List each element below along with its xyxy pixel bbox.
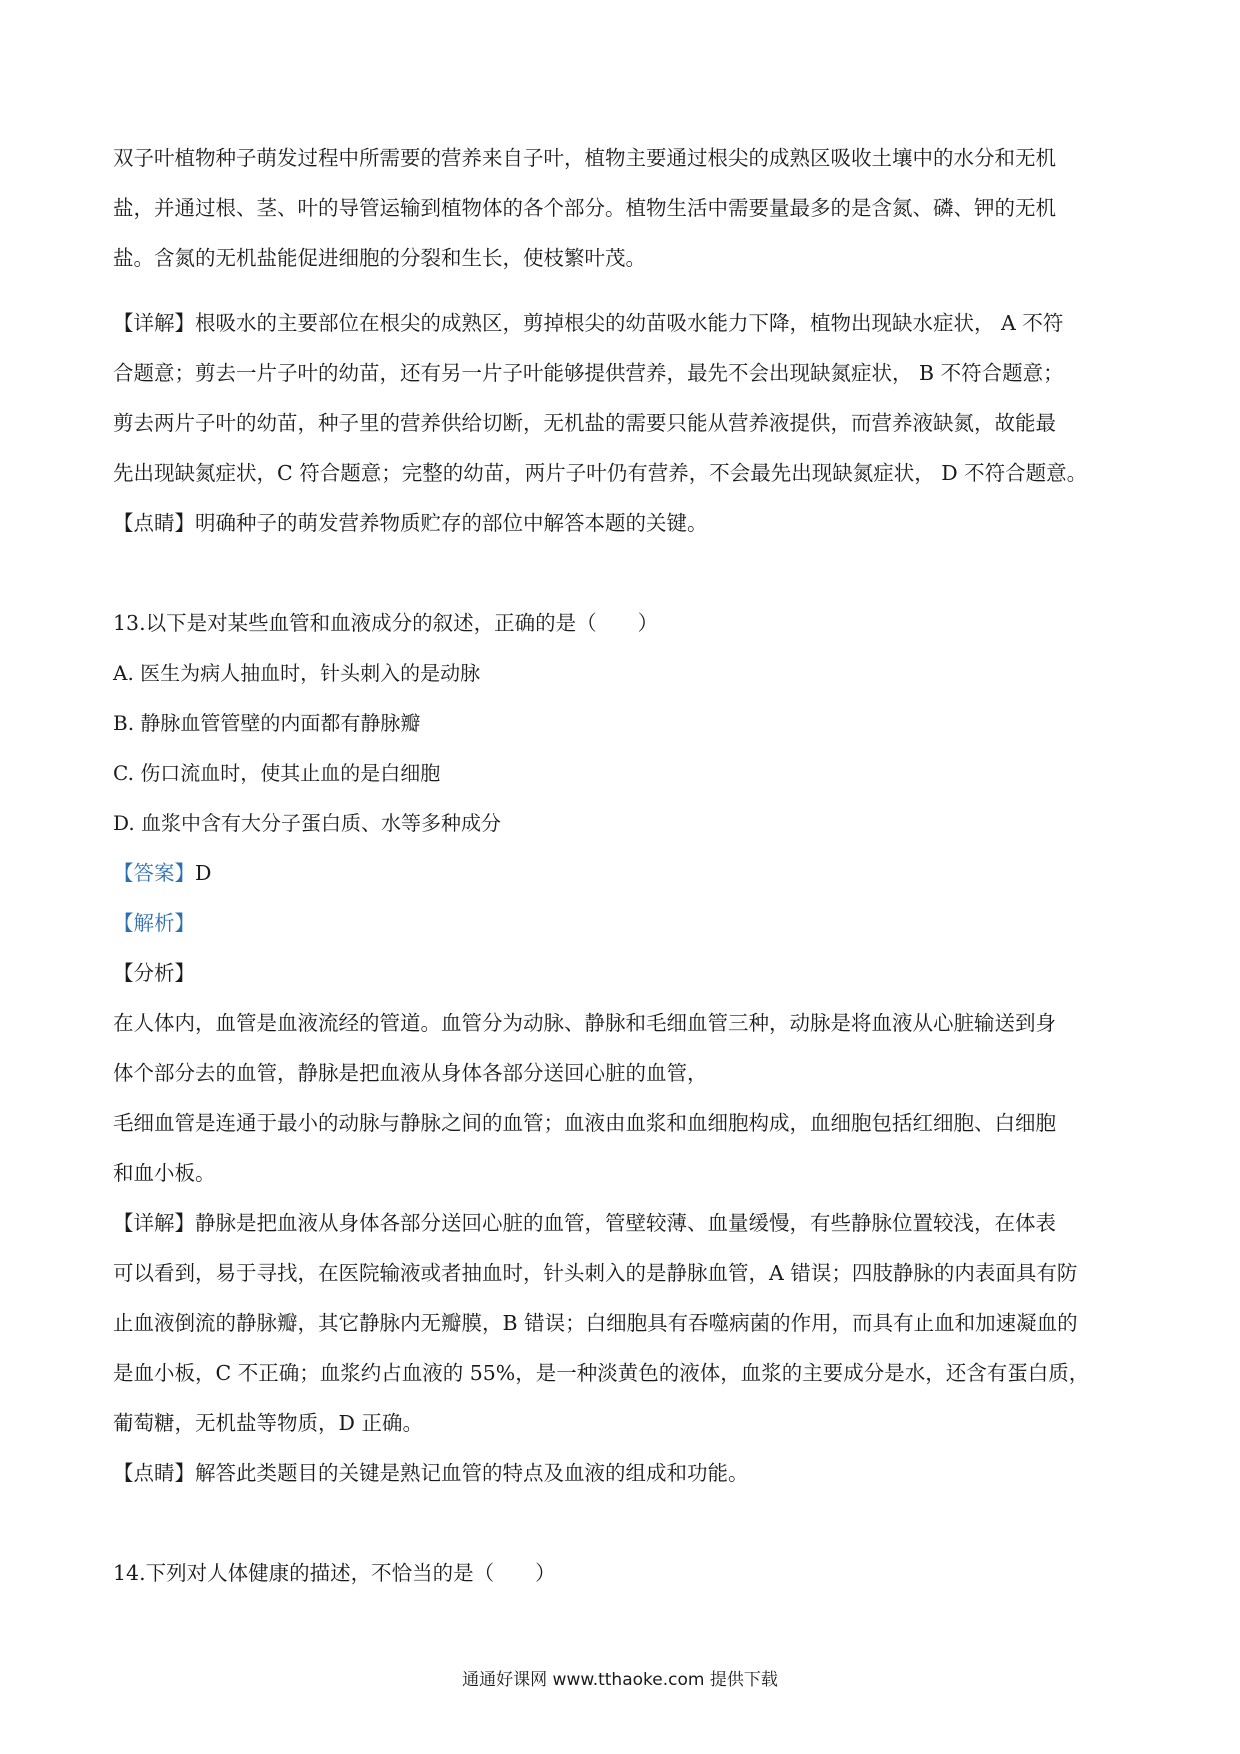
text-line: 体个部分去的血管，静脉是把血液从身体各部分送回心脏的血管，: [113, 1061, 708, 1085]
text-line: 【详解】静脉是把血液从身体各部分送回心脏的血管，管壁较薄、血量缓慢，有些静脉位置较浅，在体表: [113, 1211, 1056, 1235]
text-line: 剪去两片子叶的幼苗，种子里的营养供给切断，无机盐的需要只能从营养液提供，而营养液缺氮，故能最: [113, 411, 1056, 435]
intro-analysis: [113, 133, 1143, 283]
text-line: 先出现缺氮症状，C 符合题意；完整的幼苗，两片子叶仍有营养，不会最先出现缺氮症状， D 不符合题意。: [113, 461, 1088, 485]
answer-value: D: [195, 861, 212, 885]
q12-detail: [113, 298, 1143, 548]
q13-comment: 【点睛】解答此类题目的关键是熟记血管的特点及血液的组成和功能。: [113, 1461, 749, 1485]
text-line: 【详解】根吸水的主要部位在根尖的成熟区，剪掉根尖的幼苗吸水能力下降，植物出现缺水症状， A 不符: [113, 311, 1064, 335]
option-c: C. 伤口流血时，使其止血的是白细胞: [113, 761, 441, 785]
option-b: B. 静脉血管管壁的内面都有静脉瓣: [113, 711, 421, 735]
text-line: 在人体内，血管是血液流经的管道。血管分为动脉、静脉和毛细血管三种，动脉是将血液从心脏输送到身: [113, 1011, 1056, 1035]
text-line: 合题意；剪去一片子叶的幼苗，还有另一片子叶能够提供营养，最先不会出现缺氮症状， B 不符合题意；: [113, 361, 1064, 385]
text-line: 毛细血管是连通于最小的动脉与静脉之间的血管；血液由血浆和血细胞构成，血细胞包括红细胞、白细胞: [113, 1111, 1056, 1135]
option-d: D. 血浆中含有大分子蛋白质、水等多种成分: [113, 811, 502, 835]
question-13: [113, 598, 1143, 1498]
answer-line: [113, 848, 1143, 898]
text-line: 可以看到，易于寻找，在医院输液或者抽血时，针头刺入的是静脉血管，A 错误；四肢静脉的内表面具有防: [113, 1261, 1078, 1285]
text-line: 葡萄糖，无机盐等物质，D 正确。: [113, 1411, 423, 1435]
text-line: 双子叶植物种子萌发过程中所需要的营养来自子叶，植物主要通过根尖的成熟区吸收土壤中的水分和无机: [113, 146, 1056, 170]
option-a: A. 医生为病人抽血时，针头刺入的是动脉: [113, 661, 481, 685]
text-line: 盐。含氮的无机盐能促进细胞的分裂和生长，使枝繁叶茂。: [113, 246, 646, 270]
text-line: 和血小板。: [113, 1161, 216, 1185]
text-line: 盐，并通过根、茎、叶的导管运输到植物体的各个部分。植物生活中需要量最多的是含氮、磷、钾的无机: [113, 196, 1056, 220]
question-14: [113, 1548, 1143, 1598]
analysis-head: 【分析】: [113, 961, 195, 985]
answer-label: 【答案】: [113, 861, 195, 885]
page-footer: 通通好课网 www.tthaoke.com 提供下载: [462, 1670, 778, 1690]
question-stem: 14.下列对人体健康的描述，不恰当的是（ ）: [113, 1561, 556, 1585]
text-line: 止血液倒流的静脉瓣，其它静脉内无瓣膜，B 错误；白细胞具有吞噬病菌的作用，而具有止血和加速凝血的: [113, 1311, 1078, 1335]
question-stem: 13.以下是对某些血管和血液成分的叙述，正确的是（ ）: [113, 611, 659, 635]
q12-comment: 【点睛】明确种子的萌发营养物质贮存的部位中解答本题的关键。: [113, 511, 708, 535]
analysis-label: 【解析】: [113, 911, 195, 935]
text-line: 是血小板，C 不正确；血浆约占血液的 55%，是一种淡黄色的液体，血浆的主要成分是水，还含有蛋白质，: [113, 1361, 1090, 1385]
